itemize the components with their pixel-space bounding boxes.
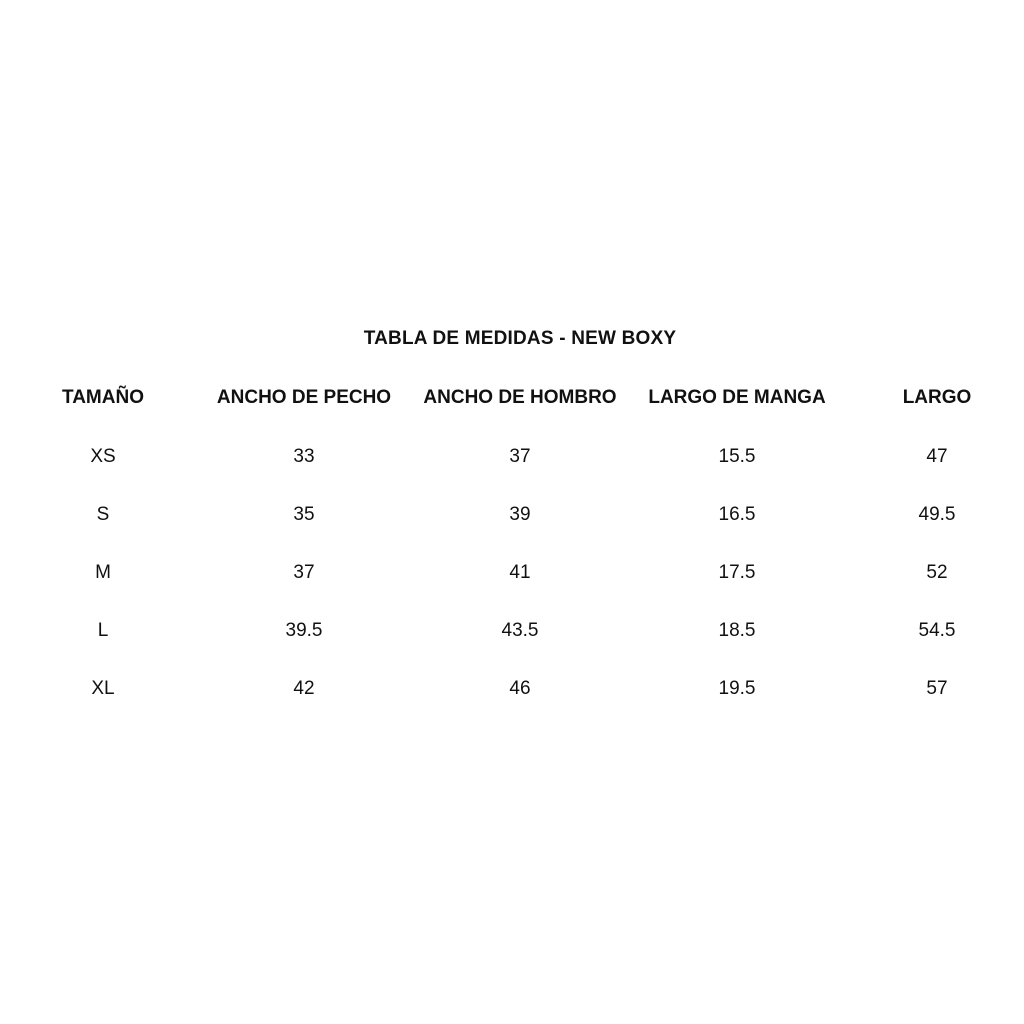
cell-size: M [95,562,111,583]
cell-sleeve-length: 19.5 [718,678,756,699]
header-chest-width: ANCHO DE PECHO [216,387,392,408]
cell-length: 57 [926,678,948,699]
cell-sleeve-length: 18.5 [718,620,756,641]
cell-shoulder-width: 41 [509,562,531,583]
cell-size: XS [90,446,116,467]
cell-sleeve-length: 17.5 [718,562,756,583]
cell-size: L [97,620,109,641]
header-length: LARGO [902,387,972,408]
cell-sleeve-length: 15.5 [718,446,756,467]
cell-size: S [96,504,110,525]
cell-chest-width: 42 [293,678,315,699]
cell-length: 52 [926,562,948,583]
cell-chest-width: 33 [293,446,315,467]
header-size: TAMAÑO [62,387,144,408]
cell-shoulder-width: 37 [509,446,531,467]
cell-chest-width: 37 [293,562,315,583]
cell-sleeve-length: 16.5 [718,504,756,525]
chart-title: TABLA DE MEDIDAS - NEW BOXY [363,328,677,349]
cell-shoulder-width: 46 [509,678,531,699]
cell-length: 49.5 [918,504,956,525]
cell-shoulder-width: 39 [509,504,531,525]
cell-size: XL [91,678,115,699]
cell-chest-width: 35 [293,504,315,525]
cell-chest-width: 39.5 [285,620,323,641]
header-sleeve-length: LARGO DE MANGA [648,387,826,408]
header-shoulder-width: ANCHO DE HOMBRO [423,387,617,408]
cell-length: 54.5 [918,620,956,641]
cell-shoulder-width: 43.5 [501,620,539,641]
cell-length: 47 [926,446,948,467]
